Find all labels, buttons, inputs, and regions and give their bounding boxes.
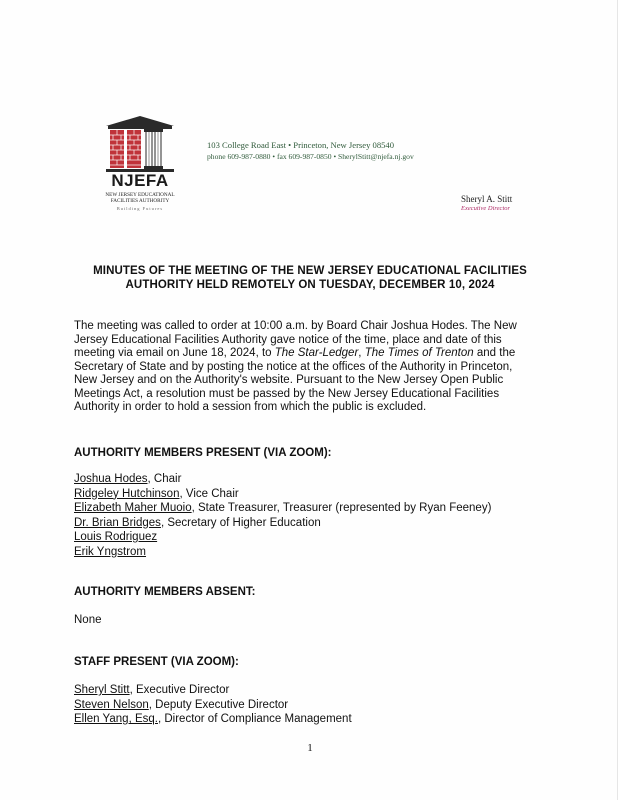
members-absent-title: AUTHORITY MEMBERS ABSENT: bbox=[74, 586, 256, 598]
member-name: Elizabeth Maher Muoio bbox=[74, 502, 192, 514]
staff-name: Steven Nelson bbox=[74, 698, 149, 711]
signer-title: Executive Director bbox=[461, 205, 511, 212]
member-name: Louis Rodriguez bbox=[74, 531, 158, 543]
list-item bbox=[74, 472, 554, 487]
contact-line: phone 609-987-0880 • fax 609-987-0850 • SherylStitt@njefa.nj.gov bbox=[207, 152, 414, 161]
building-columns-icon bbox=[100, 116, 180, 176]
letterhead-address bbox=[207, 140, 414, 162]
members-present-list bbox=[74, 472, 554, 559]
members-absent-value: None bbox=[74, 614, 102, 626]
page-number: 1 bbox=[307, 742, 313, 754]
member-role: , Secretary of Higher Education bbox=[160, 516, 321, 529]
member-name: Erik Yngstrom bbox=[74, 545, 147, 558]
staff-present-list bbox=[74, 683, 554, 727]
members-present-title: AUTHORITY MEMBERS PRESENT (VIA ZOOM): bbox=[74, 447, 332, 459]
member-name: Dr. Brian Bridges bbox=[74, 516, 161, 529]
staff-role: , Executive Director bbox=[129, 684, 230, 696]
staff-name: Ellen Yang, Esq. bbox=[74, 713, 158, 725]
letterhead-signer bbox=[461, 194, 512, 212]
intro-text-part-1: The meeting was called to order at 10:00 a.m. by Board Chair Joshua Hodes. The New Jersey Educational Facilities Authority gave notice of the time, place and date of this meeting via email on June 18, 2024, to bbox=[74, 320, 517, 359]
list-item bbox=[74, 530, 554, 545]
intro-separator: , bbox=[358, 347, 365, 359]
list-item bbox=[74, 501, 554, 516]
member-role: , Vice Chair bbox=[179, 487, 239, 500]
publication-star-ledger: The Star-Ledger bbox=[274, 347, 359, 359]
member-role: , Chair bbox=[147, 473, 182, 485]
logo-tagline: Building Futures bbox=[116, 206, 164, 211]
intro-text-part-2: and the Secretary of State and by posting the notice at the offices of the Authority in Princeton, New Jersey and on the Authority's website. Pursuant to the New Jersey Open Public Meetings Act, a resolution must be passed by the New Jersey Educational Facilities Authority in order to hold a session from which the public is excluded. bbox=[74, 347, 516, 413]
publication-times-of-trenton: The Times of Trenton bbox=[364, 347, 474, 359]
address-line: 103 College Road East • Princeton, New Jersey 08540 bbox=[207, 140, 395, 150]
staff-present-title: STAFF PRESENT (VIA ZOOM): bbox=[74, 656, 239, 668]
list-item bbox=[74, 683, 554, 698]
signer-name: Sheryl A. Stitt bbox=[461, 194, 513, 204]
logo-text-block bbox=[100, 172, 180, 211]
list-item bbox=[74, 698, 554, 713]
logo-full-name: NEW JERSEY EDUCATIONAL FACILITIES AUTHORITY bbox=[105, 192, 175, 204]
member-name: Joshua Hodes bbox=[74, 473, 148, 485]
list-item bbox=[74, 487, 554, 502]
list-item bbox=[74, 516, 554, 531]
intro-paragraph bbox=[74, 320, 536, 415]
staff-role: , Deputy Executive Director bbox=[148, 698, 289, 711]
list-item bbox=[74, 712, 554, 727]
document-heading bbox=[60, 264, 560, 292]
staff-role: , Director of Compliance Management bbox=[157, 713, 352, 725]
heading-line-1: MINUTES OF THE MEETING OF THE NEW JERSEY EDUCATIONAL FACILITIES bbox=[93, 265, 527, 277]
staff-name: Sheryl Stitt bbox=[74, 684, 130, 696]
heading-line-2: AUTHORITY HELD REMOTELY ON TUESDAY, DECEMBER 10, 2024 bbox=[125, 279, 495, 291]
member-name: Ridgeley Hutchinson bbox=[74, 487, 180, 500]
list-item bbox=[74, 545, 554, 560]
member-role: , State Treasurer, Treasurer (represented by Ryan Feeney) bbox=[191, 502, 492, 514]
logo-acronym: NJEFA bbox=[111, 171, 169, 190]
